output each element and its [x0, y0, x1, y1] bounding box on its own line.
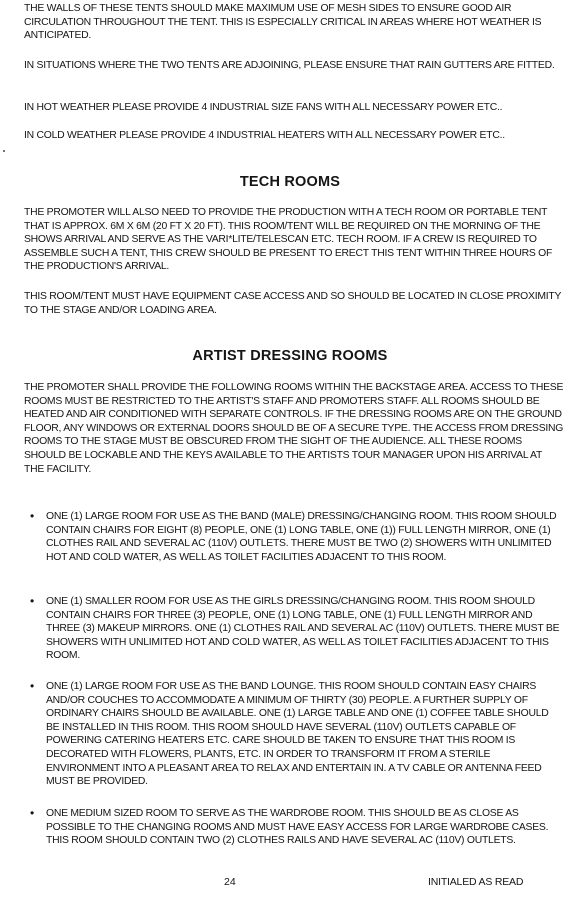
list-item-band-dressing-room: ONE (1) LARGE ROOM FOR USE AS THE BAND (MALE) DRESSING/CHANGING ROOM. THIS ROOM SHOULD CONTAIN CHAIRS FOR EIGHT (8) PEOPLE, ONE (1) LONG TABLE, ONE (1)) FULL LENGTH MIRROR, ONE (1) CLOTHES RAIL AND SEVERAL AC (110V) OUTLETS. THERE MUST BE TWO (2) SHOWERS WITH UNLIMITED HOT AND COLD WATER, AS WELL AS TOILET FACILITIES ADJACENT TO THIS ROOM.: [46, 511, 557, 563]
tech-rooms-heading: TECH ROOMS: [239, 174, 341, 190]
intro-paragraph-heaters: IN COLD WEATHER PLEASE PROVIDE 4 INDUSTRIAL HEATERS WITH ALL NECESSARY POWER ETC..: [24, 130, 505, 141]
tech-rooms-paragraph-access: THIS ROOM/TENT MUST HAVE EQUIPMENT CASE ACCESS AND SO SHOULD BE LOCATED IN CLOSE PROXIMITY TO THE STAGE AND/OR LOADING AREA.: [24, 291, 561, 316]
list-item-band-lounge: ONE (1) LARGE ROOM FOR USE AS THE BAND LOUNGE. THIS ROOM SHOULD CONTAIN EASY CHAIRS AND/OR COUCHES TO ACCOMMODATE A MINIMUM OF THIRTY (30) PEOPLE. A FURTHER SUPPLY OF ORDINARY CHAIRS SHOULD BE AVAILABLE. ONE (1) LARGE TABLE AND ONE (1) COFFEE TABLE SHOULD BE INSTALLED IN THIS ROOM. THIS ROOM SHOULD HAVE SEVERAL (110V) OUTLETS CAPABLE OF POWERING CATERING HEATERS ETC. CARE SHOULD BE TAKEN TO ENSURE THAT THIS ROOM IS DECORATED WITH FLOWERS, PLANTS, ETC. IN ORDER TO TRANSFORM IT FROM A STERILE ENVIRONMENT INTO A PLEASANT AREA TO RELAX AND ENTERTAIN IN. A TV CABLE OR ANTENNA FEED MUST BE PROVIDED.: [46, 681, 549, 788]
bullet-marker: •: [30, 509, 35, 523]
dressing-rooms-heading: ARTIST DRESSING ROOMS: [192, 348, 388, 364]
scan-speck: [3, 150, 5, 152]
bullet-marker: •: [30, 679, 35, 693]
bullet-marker: •: [30, 806, 35, 820]
page-number: 24: [224, 876, 236, 888]
intro-paragraph-fans: IN HOT WEATHER PLEASE PROVIDE 4 INDUSTRIAL SIZE FANS WITH ALL NECESSARY POWER ETC..: [24, 102, 503, 113]
bullet-marker: •: [30, 594, 35, 608]
intro-paragraph-rain-gutters: IN SITUATIONS WHERE THE TWO TENTS ARE ADJOINING, PLEASE ENSURE THAT RAIN GUTTERS ARE FITTED.: [24, 60, 555, 71]
initialed-as-read-note: INITIALED AS READ: [428, 876, 524, 888]
list-item-wardrobe-room: ONE MEDIUM SIZED ROOM TO SERVE AS THE WARDROBE ROOM. THIS SHOULD BE AS CLOSE AS POSSIBLE TO THE CHANGING ROOMS AND MUST HAVE EASY ACCESS FOR LARGE WARDROBE CASES. THIS ROOM SHOULD CONTAIN TWO (2) CLOTHES RAILS AND HAVE SEVERAL AC (110V) OUTLETS.: [46, 808, 549, 847]
intro-paragraph-tent-walls: THE WALLS OF THESE TENTS SHOULD MAKE MAXIMUM USE OF MESH SIDES TO ENSURE GOOD AIR CIRCULATION THROUGHOUT THE TENT. THIS IS ESPECIALLY CRITICAL IN AREAS WHERE HOT WEATHER IS ANTICIPATED.: [24, 3, 542, 42]
tech-rooms-paragraph-requirements: THE PROMOTER WILL ALSO NEED TO PROVIDE THE PRODUCTION WITH A TECH ROOM OR PORTABLE TENT THAT IS APPROX. 6M X 6M (20 FT X 20 FT). THIS ROOM/TENT WILL BE REQUIRED ON THE MORNING OF THE SHOWS ARRIVAL AND SERVE AS THE VARI*LITE/TELESCAN ETC. TECH ROOM. IF A CREW IS REQUIRED TO ASSEMBLE SUCH A TENT, THIS CREW SHOULD BE PRESENT TO ERECT THIS TENT WITHIN THREE HOURS OF THE PRODUCTION'S ARRIVAL.: [24, 207, 553, 273]
list-item-girls-dressing-room: ONE (1) SMALLER ROOM FOR USE AS THE GIRLS DRESSING/CHANGING ROOM. THIS ROOM SHOULD CONTAIN CHAIRS FOR THREE (3) PEOPLE, ONE (1) LONG TABLE, ONE (1) FULL LENGTH MIRROR AND THREE (3) MAKEUP MIRRORS. ONE (1) CLOTHES RAIL AND SEVERAL AC (110V) OUTLETS. THERE MUST BE SHOWERS WITH UNLIMITED HOT AND COLD WATER, AS WELL AS TOILET FACILITIES ADJACENT TO THIS ROOM.: [46, 596, 560, 662]
dressing-rooms-paragraph-intro: THE PROMOTER SHALL PROVIDE THE FOLLOWING ROOMS WITHIN THE BACKSTAGE AREA. ACCESS TO THESE ROOMS MUST BE RESTRICTED TO THE ARTIST'S STAFF AND PROMOTERS STAFF. ALL ROOMS SHOULD BE HEATED AND AIR CONDITIONED WITH SEPARATE CONTROLS. IF THE DRESSING ROOMS ARE ON THE GROUND FLOOR, ANY WINDOWS OR EXTERNAL DOORS SHOULD BE OF A SECURE TYPE. THE ACCESS FROM DRESSING ROOMS TO THE STAGE MUST BE OBSCURED FROM THE SIGHT OF THE AUDIENCE. ALL THESE ROOMS SHOULD BE LOCKABLE AND THE KEYS AVAILABLE TO THE ARTISTS TOUR MANAGER UPON HIS ARRIVAL AT THE FACILITY.: [24, 382, 564, 475]
